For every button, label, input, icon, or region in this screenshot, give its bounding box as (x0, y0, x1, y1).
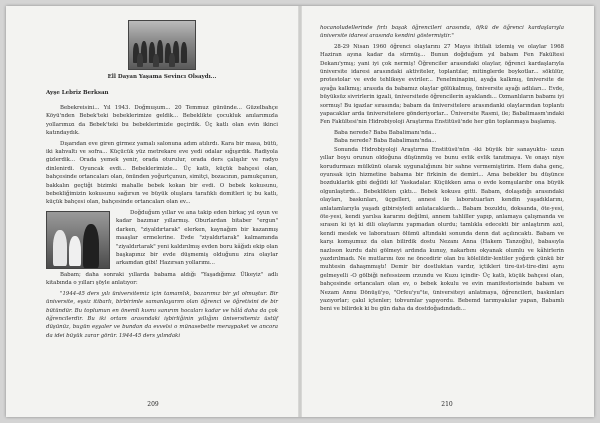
author-name: Ayşe Lebriz Berksan (46, 90, 109, 96)
quote-paragraph: "1944-45 ders yılı üniversitemiz için tamamlık, bozarımız bir yıl olmuştur. Bir üniversite, eşsiz itibarlı, birbirimle samanlayarım olan öğrenci ve öğretisini de bir bütündür. Bu toplumun en önemli kısmı sanırım hocaları kadar ve hâlâ daha da çok öğrencilerdir. Bu iki ortam arasındaki işbirliğinin yıllığını üniversitemiz üstüf düşünüz, bugün eşyaler ve bundan da evvelsi o münasebette meraşpaket ve ancora da idei büyük zarar görür. 1944-45 ders yılındaki (46, 290, 278, 339)
page-number: 210 (441, 401, 453, 408)
lead-paragraph: Babam; daha sonraki yıllarda babama aldığı "Yaşadığımız Ülkeyiz" adlı kitabında o yılları şöyle anlatıyor: (46, 271, 278, 287)
right-page (300, 6, 594, 417)
body-paragraph: Dışarıdan eve giren girmez yamalı salonuna adım atılırdı. Kara bir masa, bütü, iki kahvaltı ve sofra... Küçücük yüz metrekare eve yedi odalar sığışırdık. Radiyola gizlerdik... Orada yemek yenir, orada oturulur, orada ders çalışılır ve radyo dinlenirdi. Oyuncak evdi... Bebeklerimizle... Üç katlı, küçük bahçesi olan, bahçesinde ortancaları olan, önünden yoğurtçunun, simitçi, bozacının, pamukçunun, bakkalın geçtiği bizimki mahalle bebek kokan bir evdi. O bebek kokusunu, bebekliğimizin kokusunu sağırsın ve büyük oluşlara tarafıklı domitleri iç bu katlı, küçük bahçesi olan, bahçesinde ortancaları olan ev... (46, 140, 278, 206)
quote-continuation: hocanoludellerinde fırtı başak öğrencileri arasında, öfkü de öğrenci kardaşlarıyla üniversite idaresi arasında kendini göstermiştir." (320, 25, 564, 40)
dialog-line: Baba nerede? Baba Babalimanı'nda... (334, 129, 437, 136)
body-paragraph: Sonunda Hidrobiyoloji Araştırma Enstitüsü'nün -iki büyük bir sanayuktu- uzun yıllar boyu orunun oldoğuna düşünmüş ve bunu evlik evlik tanıtmaya. Ve onayı niye korudurmazı mülkünü olarak uygunalığınını bir sahne vermemiştirim. Hem daha genç, oyunsak için hizmetine babama bir firkinin de demiri... Ama bebekler bu düşünce bozduklarlık gibi değildi ki! Yaskadalar. Küçükken ama o evde komşularıbr ona büyük olgunlaştırdı... Bebeklikten çıktı... Bebek kokusu gitti. Babam, dolaşıdığı arasındaki olayları, baskınları, üçgelleri, annesi ile laboratuarları kendin yaşadıklarını, anlatamlarıyla yaşadı gibirsiyledi anlatacaklardı... Babam bozuldu, doksanda, öte-yesi, öte-yesi, kendi yarılsa kararını değilmi, annem tahliller yapıp, anlamaya çalışmanda ve sırasın ki iyi ki dili olaylarını yapmadan olurdu; tamlıkla edecekti bir anlaştırım azıl, kendi meslek ve laboratuarı ölümü altındaki sonunda denn dat açılıncaktı. Babam ve karşı komşumuz da olan bilirdik dostu Nezanı Anna (Hakem Tanzoğlu), babasıyla nazlıson kurdu dahi gölmeyi ardında kunuy, nakarbını okyanak olumlu ve kâhirlerin yazdırılmadı. Ne mutlarını öze ne öncedirir olan bu kölelildir-lentiler yoğırdı çünkü bir muhtesin dahaşmmıştı! Demir bir dostluktan vardır, içtikleri tire-üst-tire-dini aynı gelmeyelli -O gölbiği nefessizem ırzundu ve Kuzu içindir- Üç katlı, küçük bahçesi olan, bahçesinde ortancaları olan ev, o bebek kokulu ve evin manifestorisinde babam ve Nezam Annu Dönüşü'yo, "Orfeu'yu"te, üniversiteyi anlatmaya, öğrencileri, baskınları yazıyorlar; çakıl içtenler; tobvumlar yapıyordu. Bebemd tarımyakılar yapan, Babamlı beni ve bilirdek ki bu gün daha da dostdoğadındadı... (320, 146, 564, 313)
body-paragraph: Doğduğum yıllar ve ana takip eden birkaç yıl oyun ve kadar bazımar yıllarmış. Oburlardan bitaber "ergun" darken, "ziyaldırtarak" elerken, kaynağım bir kazanmış maaşlar ermelerine. Evde "ziyaldırtarak" kalmamında "ziyaldırtarak" yeni kaldırılmış evden boru kâğıdı ekip olan başkapınız bir evde düşmemiş olduğunu zira olaylar arkamdan gibi! Hazırsan yollarımı... (116, 209, 278, 267)
group-photo (128, 20, 196, 70)
book-spread (6, 6, 594, 417)
family-photo (46, 211, 110, 269)
dialog-line: Baba nerede? Baba Babalimanı'nda... (334, 138, 437, 145)
photo-caption: Ell Dayan Yaşama Sevincı Olsaydı... (107, 74, 217, 80)
left-page (6, 6, 300, 417)
page-number: 209 (147, 401, 159, 408)
body-paragraph: 28-29 Nisan 1960 öğrenci olaylarını 27 Mayıs ihtilali izlemiş ve olaylar 1968 Haziran ayına kadar da sürmüş... Bunun doğduğum yıl babam Fen Fakültesi Dekanı'ymış; yani iyi çok nermiş! Öğrenciler arasındaki olaylar, öğrenci kardaşlarıyla üniversite idaresi arasındaki aktiviteler, toplantılar, mitinglerde boykotlar... sökülür, protestolar ve evde tehlikeye eviriler... Fenelminapini, ayağa kalkmış, üniversite de ayağa kalkmış; arasıda da babamız olaylar gölükalmuş, üniversite ayağı adlıları... Evde, büyüksüz sivrirlerin igzali, üniversitede öğrencilerin ayaklandı... Ozmanlıların babamı iyi sormuş! Bu igazlar sırasında; babam da üniversitelere arasındanki olaylarından toplantı yapacaklar arda üniversitelere gönderiyorlar... Üniversite Rasmi‚ ile; Babalimasm'ındaki Fen Fakültesi'nin Hidrobiyoloji Araştırma Enstitüsü'nde her gün toplanmaya başlamış. (320, 43, 564, 126)
body-paragraph: Bebekreisini... Yıl 1943. Doğmuşum... 20 Temmuz gününde... Güzelbahçe Köyü'nden Bebek'teki bebeklerimize geldik... Bebeklikte çocukluk anılarımızla yollarımızı da Bebek'teki bu bebeklerimizle geçirdik. Üç katlı olan evin ikinci katındaydık. (46, 105, 278, 137)
